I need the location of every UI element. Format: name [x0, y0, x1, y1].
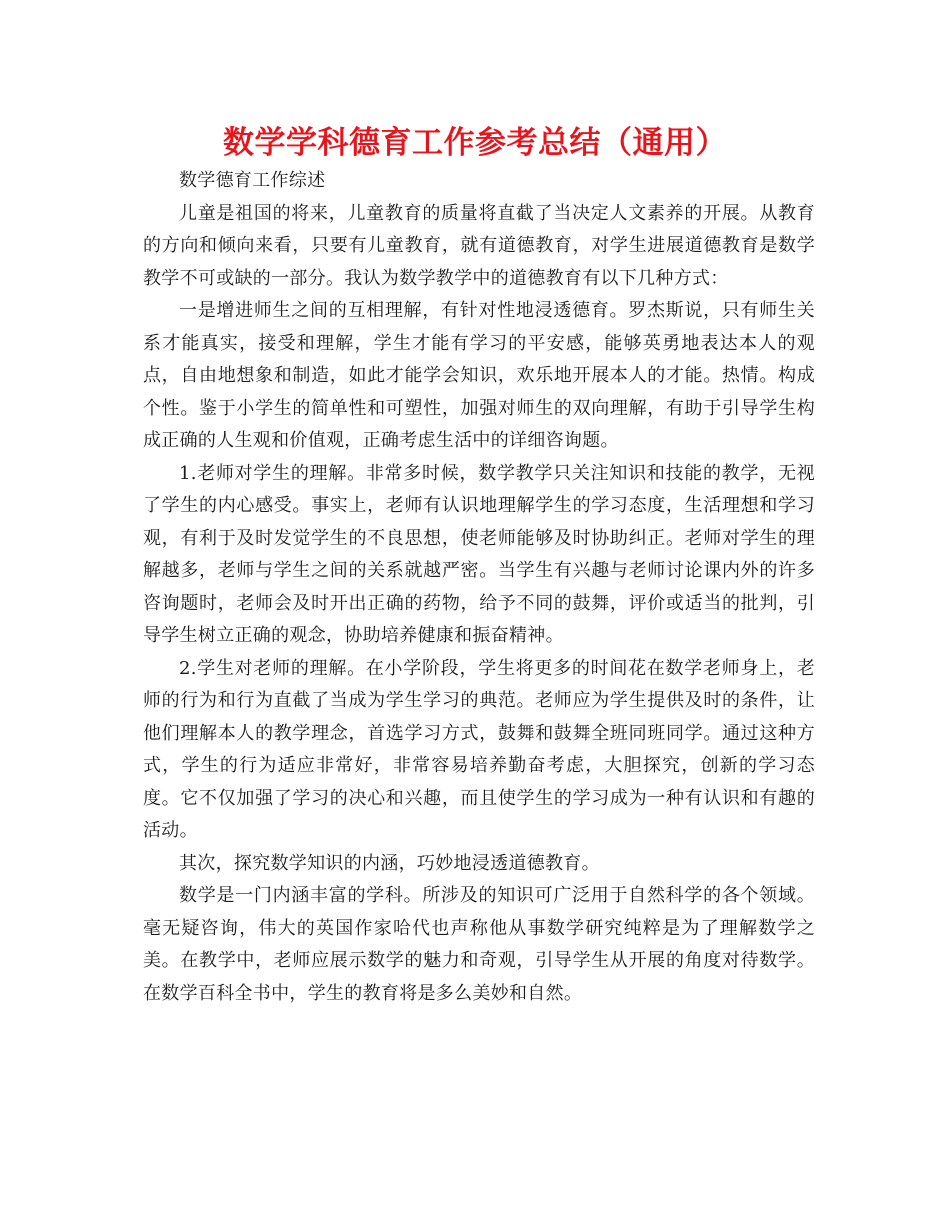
document-title: 数学学科德育工作参考总结（通用） [223, 125, 727, 161]
paragraph: 儿童是祖国的将来，儿童教育的质量将直截了当决定人文素养的开展。从教育的方向和倾向来看，只要有儿童教育，就有道德教育，对学生进展道德教育是数学教学不可或缺的一部分。我认为数学教学中的道德教育有以下几种方式： [143, 202, 815, 289]
paragraph: 1.老师对学生的理解。非常多时候，数学教学只关注知识和技能的教学，无视了学生的内心感受。事实上，老师有认识地理解学生的学习态度，生活理想和学习观，有利于及时发觉学生的不良思想，使老师能够及时协助纠正。老师对学生的理解越多，老师与学生之间的关系就越严密。当学生有兴趣与老师讨论课内外的许多咨询题时，老师会及时开出正确的药物，给予不同的鼓舞，评价或适当的批判，引导学生树立正确的观念，协助培养健康和振奋精神。 [143, 462, 815, 646]
document-body [143, 165, 815, 1010]
paragraph: 2.学生对老师的理解。在小学阶段，学生将更多的时间花在数学老师身上，老师的行为和行为直截了当成为学生学习的典范。老师应为学生提供及时的条件，让他们理解本人的教学理念，首选学习方式，鼓舞和鼓舞全班同班同学。通过这种方式，学生的行为适应非常好，非常容易培养勤奋考虑，大胆探究，创新的学习态度。它不仅加强了学习的决心和兴趣，而且使学生的学习成为一种有认识和有趣的活动。 [143, 657, 815, 841]
section-heading: 数学德育工作综述 [179, 170, 326, 191]
paragraph: 一是增进师生之间的互相理解，有针对性地浸透德育。罗杰斯说，只有师生关系才能真实，接受和理解，学生才能有学习的平安感，能够英勇地表达本人的观点，自由地想象和制造，如此才能学会知识，欢乐地开展本人的才能。热情。构成个性。鉴于小学生的简单性和可塑性，加强对师生的双向理解，有助于引导学生构成正确的人生观和价值观，正确考虑生活中的详细咨询题。 [143, 300, 815, 451]
paragraph: 数学是一门内涵丰富的学科。所涉及的知识可广泛用于自然科学的各个领域。毫无疑咨询，伟大的英国作家哈代也声称他从事数学研究纯粹是为了理解数学之美。在教学中，老师应展示数学的魅力和奇观，引导学生从开展的角度对待数学。在数学百科全书中，学生的教育将是多么美妙和自然。 [143, 885, 815, 1004]
paragraph: 其次，探究数学知识的内涵，巧妙地浸透道德教育。 [179, 852, 600, 874]
